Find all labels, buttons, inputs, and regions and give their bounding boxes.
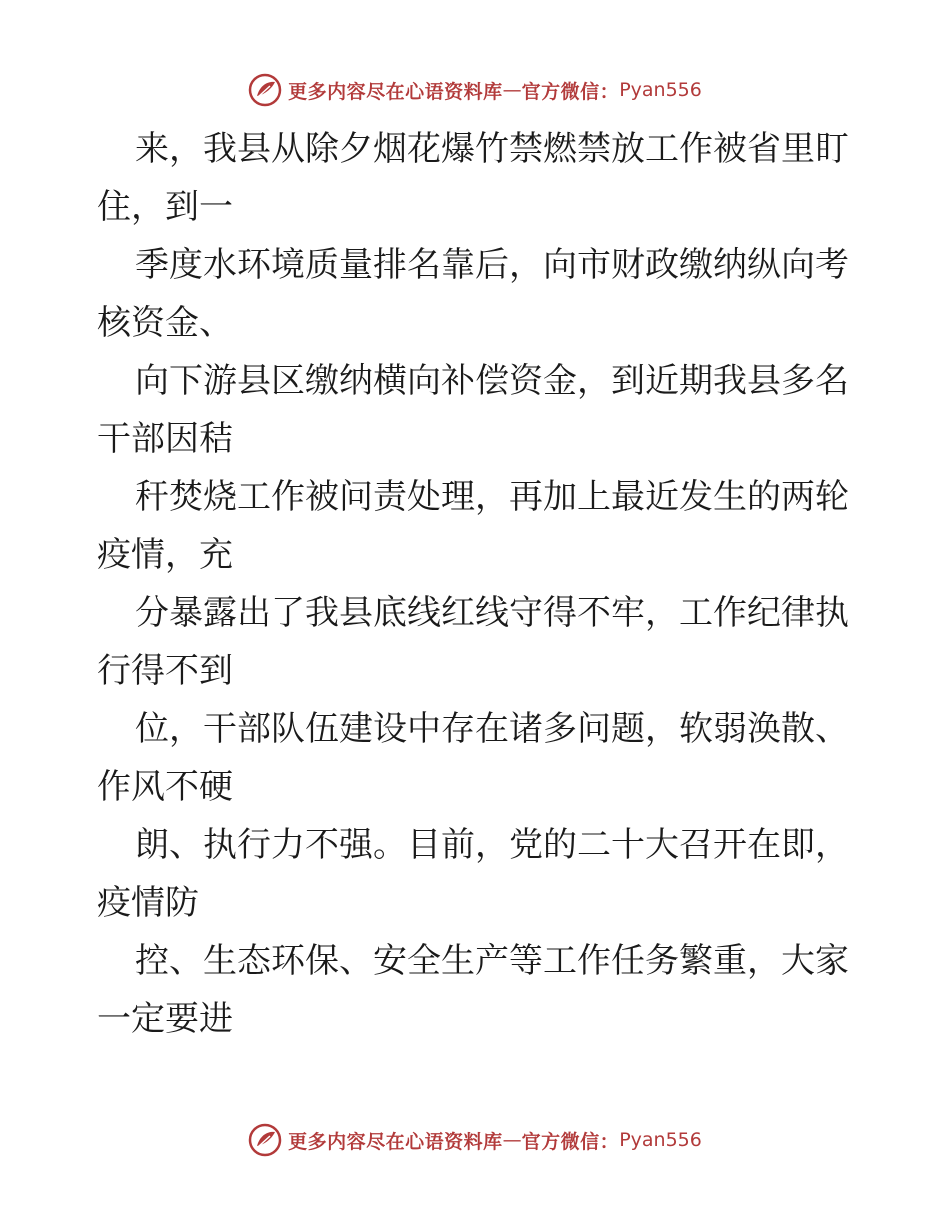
body-line: 向下游县区缴纳横向补偿资金，到近期我县多名: [135, 361, 849, 401]
body-line: 秆焚烧工作被问责处理，再加上最近发生的两轮: [135, 477, 849, 517]
body-line: 行得不到: [97, 651, 233, 691]
footer-banner-id: Pyan556: [619, 1129, 702, 1151]
body-line: 干部因秸: [97, 419, 233, 459]
body-line: 控、生态环保、安全生产等工作任务繁重，大家: [135, 941, 849, 981]
body-line: 疫情防: [97, 883, 199, 923]
body-line: 朗、执行力不强。目前，党的二十大召开在即，: [135, 825, 849, 865]
document-body: [97, 120, 857, 1048]
leaf-pen-seal-icon: [248, 73, 282, 107]
header-banner: [0, 70, 950, 110]
body-line: 核资金、: [97, 303, 233, 343]
header-banner-id: Pyan556: [619, 79, 702, 101]
footer-banner: [0, 1120, 950, 1160]
body-line: 一定要进: [97, 999, 233, 1039]
footer-banner-dash: —: [502, 1129, 522, 1151]
body-line: 分暴露出了我县底线红线守得不牢，工作纪律执: [135, 593, 849, 633]
body-line: 疫情，充: [97, 535, 233, 575]
body-line: 作风不硬: [97, 767, 233, 807]
body-line: 住，到一: [97, 187, 233, 227]
body-line: 位，干部队伍建设中存在诸多问题，软弱涣散、: [135, 709, 849, 749]
header-banner-official: 官方微信：: [521, 80, 620, 103]
header-banner-text: 更多内容尽在心语资料库: [288, 80, 503, 103]
body-line: 季度水环境质量排名靠后，向市财政缴纳纵向考: [135, 245, 849, 285]
leaf-pen-seal-icon: [248, 1123, 282, 1157]
body-line: 来，我县从除夕烟花爆竹禁燃禁放工作被省里盯: [135, 129, 849, 169]
footer-banner-text: 更多内容尽在心语资料库: [288, 1130, 503, 1153]
footer-banner-official: 官方微信：: [521, 1130, 620, 1153]
header-banner-dash: —: [502, 79, 522, 101]
